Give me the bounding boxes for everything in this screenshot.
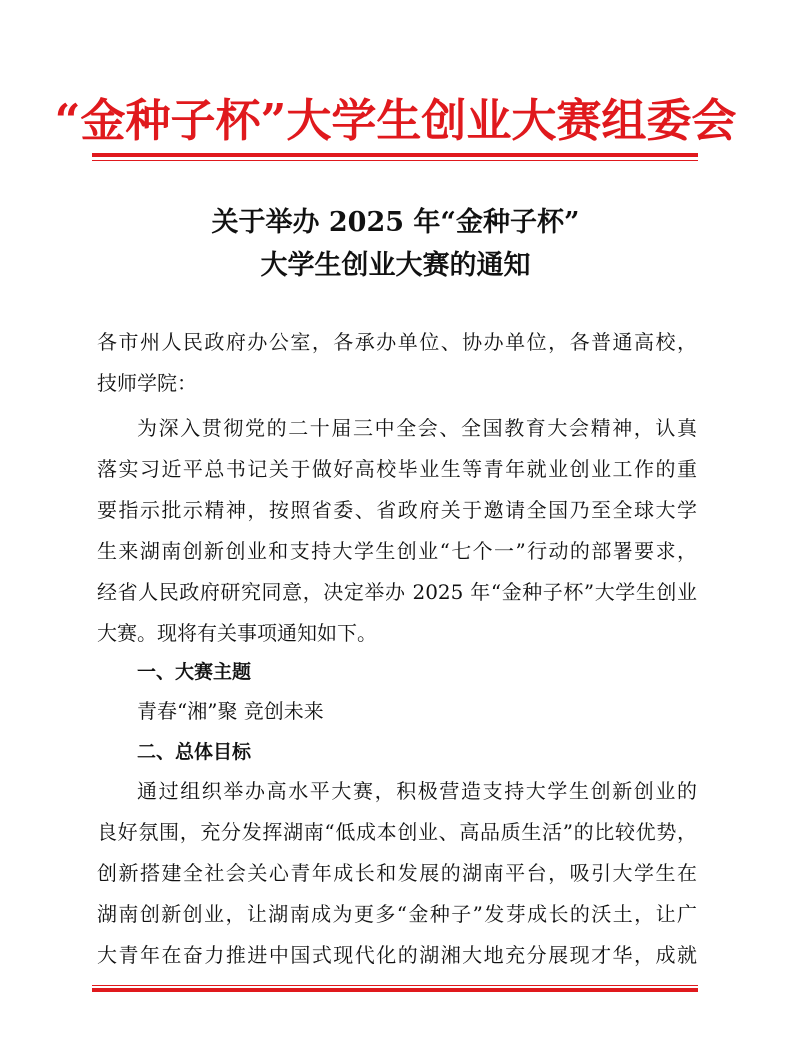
addressee-line-1: 各市州人民政府办公室，各承办单位、协办单位，各普通高校， (97, 330, 697, 354)
goals-line: 良好氛围，充分发挥湖南“低成本创业、高品质生活”的比较优势， (97, 820, 697, 844)
goals-line: 大青年在奋力推进中国式现代化的湖湘大地充分展现才华，成就 (97, 943, 697, 967)
section-heading-theme: 一、大赛主题 (137, 661, 252, 683)
intro-line: 要指示批示精神，按照省委、省政府关于邀请全国乃至全球大学 (97, 498, 697, 522)
notice-title-line-2: 大学生创业大赛的通知 (260, 250, 531, 281)
intro-line: 为深入贯彻党的二十届三中全会、全国教育大会精神，认真 (137, 416, 697, 440)
addressee-line-2: 技师学院： (97, 371, 197, 395)
footer-rule-thin (92, 985, 698, 986)
intro-line: 经省人民政府研究同意，决定举办 2025 年“金种子杯”大学生创业 (97, 580, 697, 604)
goals-line: 通过组织举办高水平大赛，积极营造支持大学生创新创业的 (137, 779, 697, 803)
goals-line: 湖南创新创业，让湖南成为更多“金种子”发芽成长的沃土，让广 (97, 902, 697, 926)
intro-line: 落实习近平总书记关于做好高校毕业生等青年就业创业工作的重 (97, 457, 697, 481)
footer-rule-thick (92, 988, 698, 992)
organization-title: “金种子杯”大学生创业大赛组委会 (54, 94, 737, 147)
goals-line: 创新搭建全社会关心青年成长和发展的湖南平台，吸引大学生在 (97, 861, 697, 885)
contest-theme: 青春“湘”聚 竞创未来 (137, 699, 324, 723)
header-rule-thin (92, 160, 698, 161)
notice-title-line-1: 关于举办 2025 年“金种子杯” (211, 207, 580, 238)
intro-line: 生来湖南创新创业和支持大学生创业“七个一”行动的部署要求， (97, 539, 697, 563)
header-rule-thick (92, 153, 698, 157)
section-heading-goals: 二、总体目标 (137, 741, 252, 763)
intro-line: 大赛。现将有关事项通知如下。 (97, 621, 377, 645)
